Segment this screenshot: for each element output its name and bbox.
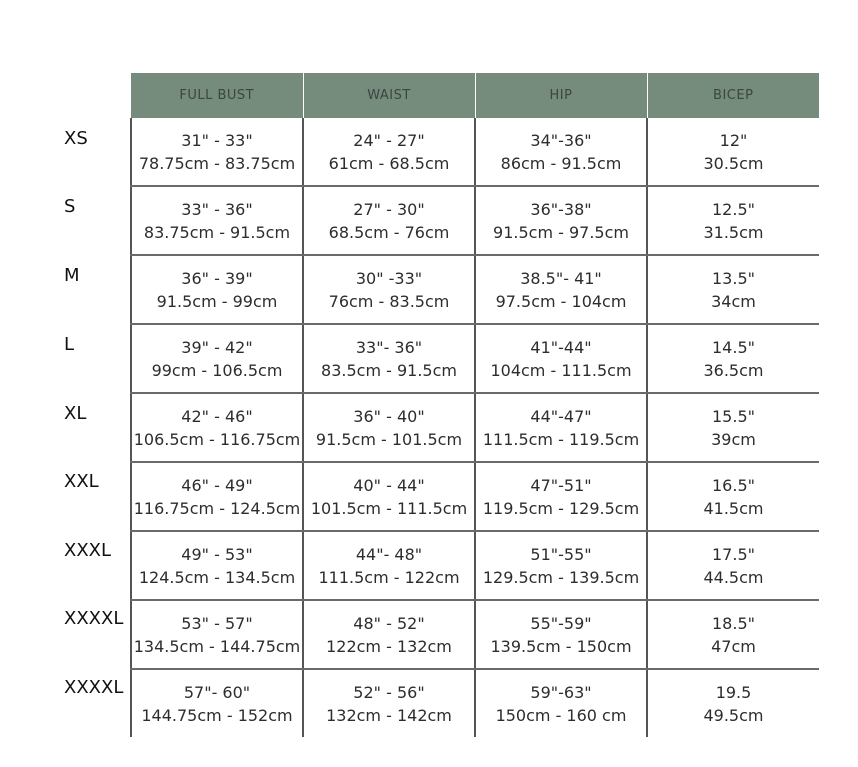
cell-full-bust bbox=[131, 255, 303, 324]
cell-full-bust bbox=[131, 324, 303, 393]
cm-range: 99cm - 106.5cm bbox=[151, 360, 283, 380]
cm-range: 129.5cm - 139.5cm bbox=[482, 567, 640, 587]
cell-hip bbox=[475, 531, 647, 600]
cell-waist bbox=[303, 255, 475, 324]
cell-waist bbox=[303, 600, 475, 669]
size-row bbox=[131, 324, 819, 393]
size-label: XS bbox=[64, 128, 88, 149]
inch-range: 47"-51" bbox=[530, 475, 592, 495]
size-label: XXXXL bbox=[64, 677, 124, 698]
inch-range: 27" - 30" bbox=[353, 199, 425, 219]
cell-bicep bbox=[647, 462, 819, 531]
size-row bbox=[131, 255, 819, 324]
inch-range: 42" - 46" bbox=[181, 406, 253, 426]
inch-range: 57"- 60" bbox=[183, 682, 251, 702]
inch-range: 55"-59" bbox=[530, 613, 592, 633]
cell-full-bust bbox=[131, 531, 303, 600]
header-row bbox=[131, 73, 819, 118]
size-label: S bbox=[64, 196, 76, 217]
cm-range: 122cm - 132cm bbox=[326, 636, 452, 656]
size-row bbox=[131, 186, 819, 255]
inch-range: 51"-55" bbox=[530, 544, 592, 564]
cell-bicep bbox=[647, 600, 819, 669]
inch-range: 46" - 49" bbox=[181, 475, 253, 495]
cm-range: 91.5cm - 101.5cm bbox=[315, 429, 463, 449]
cell-hip bbox=[475, 600, 647, 669]
size-row bbox=[131, 669, 819, 737]
cell-bicep bbox=[647, 393, 819, 462]
inch-range: 49" - 53" bbox=[181, 544, 253, 564]
cell-full-bust bbox=[131, 462, 303, 531]
cm-range: 61cm - 68.5cm bbox=[328, 153, 450, 173]
cell-hip bbox=[475, 255, 647, 324]
cell-bicep bbox=[647, 531, 819, 600]
inch-range: 12.5" bbox=[712, 199, 755, 219]
inch-range: 18.5" bbox=[712, 613, 755, 633]
size-label: L bbox=[64, 334, 75, 355]
cm-range: 49.5cm bbox=[703, 705, 764, 725]
inch-range: 33" - 36" bbox=[181, 199, 253, 219]
size-label: XXL bbox=[64, 471, 99, 492]
cm-range: 116.75cm - 124.5cm bbox=[133, 498, 301, 518]
cell-bicep bbox=[647, 186, 819, 255]
cm-range: 78.75cm - 83.75cm bbox=[138, 153, 296, 173]
cell-waist bbox=[303, 118, 475, 186]
cell-waist bbox=[303, 669, 475, 737]
inch-range: 24" - 27" bbox=[353, 130, 425, 150]
cell-hip bbox=[475, 324, 647, 393]
cm-range: 104cm - 111.5cm bbox=[490, 360, 632, 380]
cell-hip bbox=[475, 186, 647, 255]
cm-range: 83.5cm - 91.5cm bbox=[321, 360, 457, 380]
cell-waist bbox=[303, 186, 475, 255]
cm-range: 134.5cm - 144.75cm bbox=[133, 636, 301, 656]
size-label: XL bbox=[64, 403, 87, 424]
cm-range: 119.5cm - 129.5cm bbox=[482, 498, 640, 518]
cell-bicep bbox=[647, 669, 819, 737]
cm-range: 124.5cm - 134.5cm bbox=[138, 567, 296, 587]
size-row bbox=[131, 531, 819, 600]
cm-range: 83.75cm - 91.5cm bbox=[143, 222, 291, 242]
inch-range: 40" - 44" bbox=[353, 475, 425, 495]
inch-range: 44"- 48" bbox=[355, 544, 423, 564]
cm-range: 111.5cm - 119.5cm bbox=[482, 429, 640, 449]
cm-range: 30.5cm bbox=[703, 153, 764, 173]
inch-range: 19.5 bbox=[715, 682, 752, 702]
cell-hip bbox=[475, 669, 647, 737]
inch-range: 39" - 42" bbox=[181, 337, 253, 357]
inch-range: 36" - 40" bbox=[353, 406, 425, 426]
cm-range: 144.75cm - 152cm bbox=[141, 705, 293, 725]
size-row bbox=[131, 600, 819, 669]
cm-range: 139.5cm - 150cm bbox=[490, 636, 632, 656]
cm-range: 47cm bbox=[711, 636, 756, 656]
header-bicep: BICEP bbox=[647, 73, 819, 118]
cm-range: 44.5cm bbox=[703, 567, 764, 587]
header-waist: WAIST bbox=[303, 73, 475, 118]
cell-full-bust bbox=[131, 600, 303, 669]
inch-range: 59"-63" bbox=[530, 682, 592, 702]
inch-range: 48" - 52" bbox=[353, 613, 425, 633]
cell-bicep bbox=[647, 118, 819, 186]
size-label: M bbox=[64, 265, 80, 286]
cell-full-bust bbox=[131, 393, 303, 462]
cell-waist bbox=[303, 531, 475, 600]
inch-range: 38.5"- 41" bbox=[520, 268, 602, 288]
cm-range: 86cm - 91.5cm bbox=[500, 153, 622, 173]
cell-waist bbox=[303, 462, 475, 531]
cm-range: 111.5cm - 122cm bbox=[318, 567, 460, 587]
cm-range: 34cm bbox=[711, 291, 756, 311]
inch-range: 30" -33" bbox=[355, 268, 423, 288]
cm-range: 150cm - 160 cm bbox=[495, 705, 627, 725]
cm-range: 106.5cm - 116.75cm bbox=[133, 429, 301, 449]
cm-range: 39cm bbox=[711, 429, 756, 449]
inch-range: 16.5" bbox=[712, 475, 755, 495]
cm-range: 97.5cm - 104cm bbox=[495, 291, 627, 311]
cm-range: 68.5cm - 76cm bbox=[328, 222, 450, 242]
cell-bicep bbox=[647, 324, 819, 393]
inch-range: 53" - 57" bbox=[181, 613, 253, 633]
cell-waist bbox=[303, 393, 475, 462]
size-row bbox=[131, 462, 819, 531]
size-label: XXXXL bbox=[64, 608, 124, 629]
size-row bbox=[131, 118, 819, 186]
inch-range: 14.5" bbox=[712, 337, 755, 357]
measurement-table bbox=[130, 73, 819, 737]
cm-range: 101.5cm - 111.5cm bbox=[310, 498, 468, 518]
cm-range: 31.5cm bbox=[703, 222, 764, 242]
inch-range: 52" - 56" bbox=[353, 682, 425, 702]
cm-range: 91.5cm - 99cm bbox=[156, 291, 278, 311]
cm-range: 91.5cm - 97.5cm bbox=[493, 222, 629, 242]
inch-range: 36" - 39" bbox=[181, 268, 253, 288]
header-hip: HIP bbox=[475, 73, 647, 118]
cell-hip bbox=[475, 393, 647, 462]
size-label: XXXL bbox=[64, 540, 112, 561]
size-row bbox=[131, 393, 819, 462]
cm-range: 41.5cm bbox=[703, 498, 764, 518]
cm-range: 36.5cm bbox=[703, 360, 764, 380]
cm-range: 132cm - 142cm bbox=[326, 705, 452, 725]
inch-range: 34"-36" bbox=[530, 130, 592, 150]
cell-full-bust bbox=[131, 669, 303, 737]
cell-waist bbox=[303, 324, 475, 393]
inch-range: 13.5" bbox=[712, 268, 755, 288]
header-full-bust: FULL BUST bbox=[131, 73, 303, 118]
cell-hip bbox=[475, 118, 647, 186]
inch-range: 12" bbox=[719, 130, 748, 150]
cell-full-bust bbox=[131, 186, 303, 255]
cm-range: 76cm - 83.5cm bbox=[328, 291, 450, 311]
inch-range: 15.5" bbox=[712, 406, 755, 426]
cell-hip bbox=[475, 462, 647, 531]
inch-range: 31" - 33" bbox=[181, 130, 253, 150]
cell-full-bust bbox=[131, 118, 303, 186]
inch-range: 33"- 36" bbox=[355, 337, 423, 357]
inch-range: 44"-47" bbox=[530, 406, 592, 426]
inch-range: 17.5" bbox=[712, 544, 755, 564]
inch-range: 41"-44" bbox=[530, 337, 592, 357]
cell-bicep bbox=[647, 255, 819, 324]
inch-range: 36"-38" bbox=[530, 199, 592, 219]
